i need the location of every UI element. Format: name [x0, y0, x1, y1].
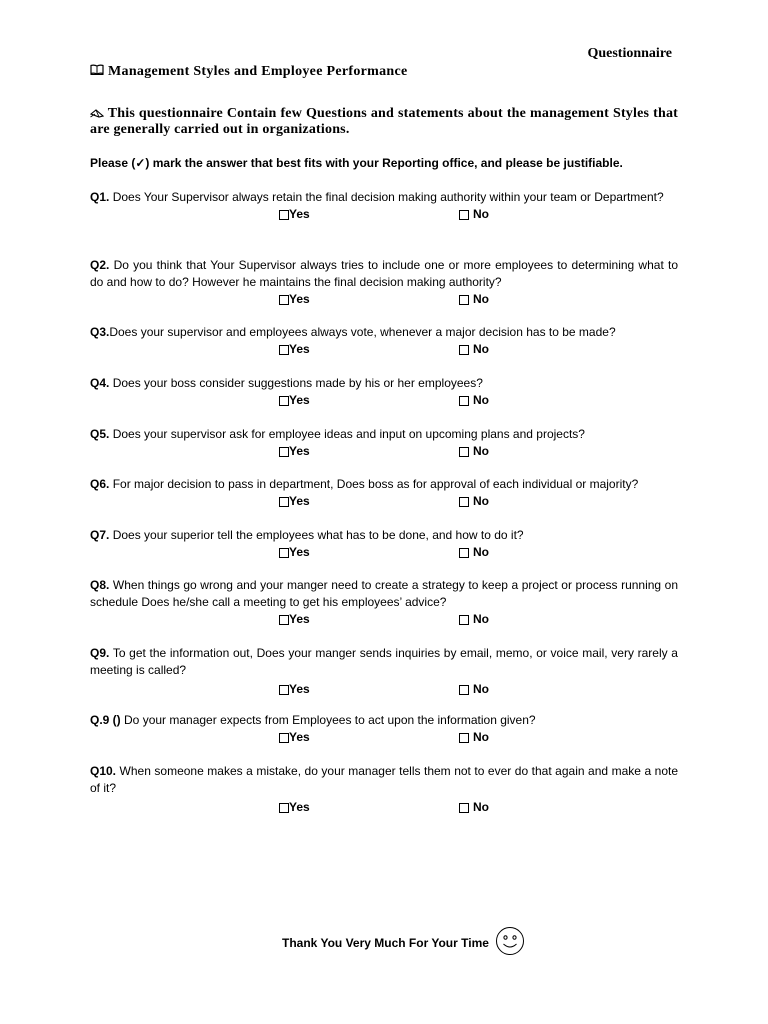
question-item: [90, 375, 678, 409]
question-item: [90, 324, 678, 358]
yes-label: Yes: [289, 342, 310, 356]
yes-label: Yes: [289, 682, 310, 696]
answer-row: [90, 544, 678, 561]
answer-row: [90, 493, 678, 510]
answer-row: [90, 443, 678, 460]
no-option[interactable]: [459, 799, 489, 816]
no-label: No: [473, 207, 489, 221]
question-text: [90, 527, 678, 544]
yes-option[interactable]: [279, 392, 310, 409]
no-option[interactable]: [459, 493, 489, 510]
question-number: Q7.: [90, 528, 110, 542]
no-checkbox[interactable]: [459, 295, 469, 305]
yes-label: Yes: [289, 393, 310, 407]
thank-you-text: Thank You Very Much For Your Time: [282, 935, 489, 950]
yes-label: Yes: [289, 207, 310, 221]
no-option[interactable]: [459, 681, 489, 698]
yes-label: Yes: [289, 730, 310, 744]
question-number: Q4.: [90, 376, 110, 390]
no-option[interactable]: [459, 291, 489, 308]
no-checkbox[interactable]: [459, 548, 469, 558]
no-label: No: [473, 682, 489, 696]
no-option[interactable]: [459, 729, 489, 746]
no-option[interactable]: [459, 392, 489, 409]
yes-option[interactable]: [279, 206, 310, 223]
question-number: Q8.: [90, 578, 110, 592]
question-item: [90, 645, 678, 698]
question-body: When someone makes a mistake, do your manager tells them not to ever do that again and make a note of it?: [90, 764, 678, 795]
no-label: No: [473, 494, 489, 508]
thank-you-footer: [282, 926, 525, 959]
question-body: Does your supervisor ask for employee ideas and input on upcoming plans and projects?: [112, 427, 585, 441]
question-number: Q9.: [90, 646, 110, 660]
answer-row: [90, 681, 678, 698]
yes-option[interactable]: [279, 291, 310, 308]
answer-row: [90, 291, 678, 308]
no-option[interactable]: [459, 206, 489, 223]
question-number: Q3.: [90, 325, 110, 339]
question-item: [90, 189, 678, 223]
no-checkbox[interactable]: [459, 803, 469, 813]
yes-option[interactable]: [279, 681, 310, 698]
question-text: [90, 257, 678, 291]
question-number: Q6.: [90, 477, 110, 491]
no-option[interactable]: [459, 544, 489, 561]
question-text: [90, 645, 678, 679]
answer-row: [90, 341, 678, 358]
yes-checkbox[interactable]: [279, 803, 289, 813]
no-label: No: [473, 393, 489, 407]
question-item: [90, 577, 678, 628]
yes-option[interactable]: [279, 493, 310, 510]
document-title: [90, 64, 408, 80]
question-text: [90, 763, 678, 797]
question-body: Does Your Supervisor always retain the final decision making authority within your team or Department?: [112, 190, 664, 204]
answer-row: [90, 611, 678, 628]
no-label: No: [473, 800, 489, 814]
open-book-icon: [90, 64, 108, 80]
yes-label: Yes: [289, 292, 310, 306]
answer-row: [90, 729, 678, 746]
no-checkbox[interactable]: [459, 497, 469, 507]
question-text: [90, 426, 678, 443]
no-label: No: [473, 342, 489, 356]
no-option[interactable]: [459, 611, 489, 628]
answer-row: [90, 392, 678, 409]
writing-hand-icon: [90, 106, 108, 121]
question-number: Q1.: [90, 190, 110, 204]
yes-checkbox[interactable]: [279, 733, 289, 743]
yes-label: Yes: [289, 800, 310, 814]
question-body: For major decision to pass in department, Does boss as for approval of each individual or majority?: [112, 477, 639, 491]
no-checkbox[interactable]: [459, 733, 469, 743]
question-body: Does your boss consider suggestions made by his or her employees?: [112, 376, 483, 390]
question-text: [90, 577, 678, 611]
question-item: [90, 257, 678, 308]
question-text: [90, 712, 678, 729]
question-item: [90, 763, 678, 816]
instruction-text: Please (✓) mark the answer that best fits with your Reporting office, and please be justifiable.: [90, 156, 623, 170]
question-text: [90, 476, 678, 493]
yes-checkbox[interactable]: [279, 615, 289, 625]
yes-option[interactable]: [279, 443, 310, 460]
question-item: [90, 476, 678, 510]
no-checkbox[interactable]: [459, 447, 469, 457]
question-number: Q5.: [90, 427, 110, 441]
question-item: [90, 712, 678, 746]
no-option[interactable]: [459, 443, 489, 460]
intro-text: This questionnaire Contain few Questions and statements about the management Styles that are generally carried out in organizations.: [90, 106, 679, 137]
no-checkbox[interactable]: [459, 345, 469, 355]
question-number: Q.9 (): [90, 713, 121, 727]
no-checkbox[interactable]: [459, 210, 469, 220]
yes-checkbox[interactable]: [279, 447, 289, 457]
question-body: Does your superior tell the employees what has to be done, and how to do it?: [112, 528, 524, 542]
yes-label: Yes: [289, 494, 310, 508]
document-label: Questionnaire: [587, 46, 672, 61]
no-label: No: [473, 612, 489, 626]
yes-checkbox[interactable]: [279, 210, 289, 220]
yes-checkbox[interactable]: [279, 548, 289, 558]
question-body: To get the information out, Does your manger sends inquiries by email, memo, or voice mail, very rarely a meeting is called?: [90, 646, 678, 677]
yes-label: Yes: [289, 612, 310, 626]
yes-option[interactable]: [279, 799, 310, 816]
question-item: [90, 527, 678, 561]
question-number: Q10.: [90, 764, 117, 778]
yes-option[interactable]: [279, 544, 310, 561]
intro-paragraph: [90, 106, 678, 138]
question-text: [90, 324, 678, 341]
no-label: No: [473, 730, 489, 744]
question-body: Do your manager expects from Employees to act upon the information given?: [124, 713, 536, 727]
question-body: Do you think that Your Supervisor always tries to include one or more employees to determining what to do and how to do? However he maintains the final decision making authority?: [90, 258, 678, 289]
question-item: [90, 426, 678, 460]
no-label: No: [473, 444, 489, 458]
no-option[interactable]: [459, 341, 489, 358]
yes-checkbox[interactable]: [279, 396, 289, 406]
yes-option[interactable]: [279, 729, 310, 746]
no-label: No: [473, 545, 489, 559]
question-number: Q2.: [90, 258, 110, 272]
yes-option[interactable]: [279, 611, 310, 628]
answer-row: [90, 206, 678, 223]
yes-checkbox[interactable]: [279, 497, 289, 507]
yes-checkbox[interactable]: [279, 345, 289, 355]
yes-checkbox[interactable]: [279, 685, 289, 695]
yes-checkbox[interactable]: [279, 295, 289, 305]
no-checkbox[interactable]: [459, 685, 469, 695]
question-body: Does your supervisor and employees always vote, whenever a major decision has to be made?: [109, 325, 616, 339]
smiley-face-icon: [495, 926, 525, 959]
document-title-text: Management Styles and Employee Performance: [108, 64, 408, 79]
no-label: No: [473, 292, 489, 306]
question-text: [90, 375, 678, 392]
yes-label: Yes: [289, 545, 310, 559]
question-body: When things go wrong and your manger need to create a strategy to keep a project or process running on schedule Does he/she call a meeting to get his employees’ advice?: [90, 578, 679, 609]
question-text: [90, 189, 678, 206]
no-checkbox[interactable]: [459, 615, 469, 625]
yes-option[interactable]: [279, 341, 310, 358]
no-checkbox[interactable]: [459, 396, 469, 406]
yes-label: Yes: [289, 444, 310, 458]
answer-row: [90, 799, 678, 816]
